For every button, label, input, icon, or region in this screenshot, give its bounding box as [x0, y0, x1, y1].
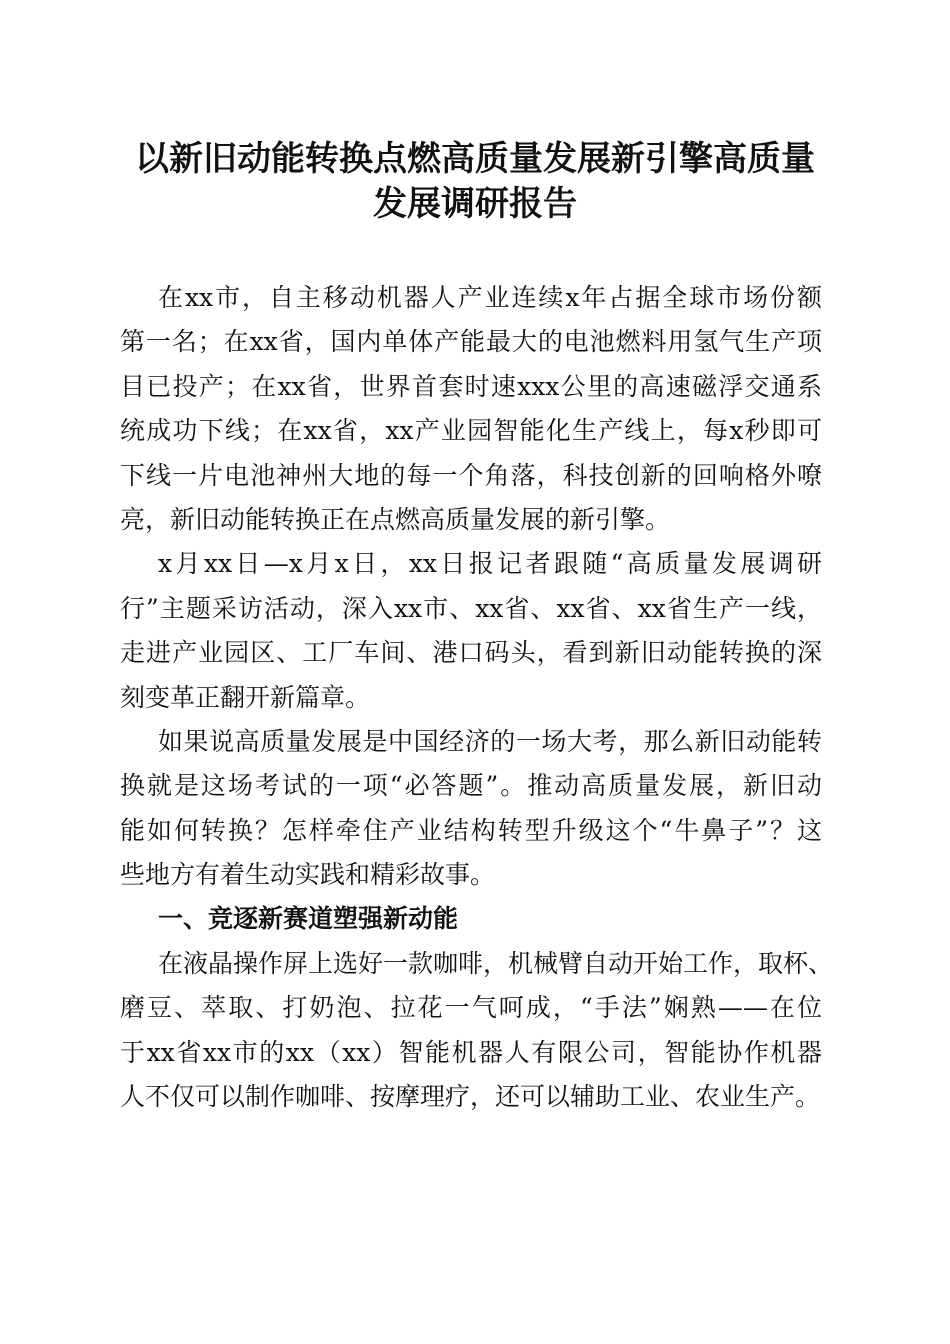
- text-line: 些地方有着生动实践和精彩故事。: [120, 860, 496, 890]
- text-line: x月xx日—x月x日，xx日报记者跟随“高质量发展调研: [158, 549, 822, 579]
- text-line: 在xx市，自主移动机器人产业连续x年占据全球市场份额: [158, 283, 822, 312]
- document-title-line-2: 发展调研报告: [373, 184, 577, 224]
- text-line: 换就是这场考试的一项“必答题”。推动高质量发展，新旧动: [120, 771, 822, 801]
- paragraph-3: [120, 720, 822, 898]
- text-line: 第一名；在xx省，国内单体产能最大的电池燃料用氢气生产项: [120, 327, 822, 357]
- text-line: 磨豆、萃取、打奶泡、拉花一气呵成，“手法”娴熟——在位: [120, 993, 822, 1023]
- paragraph-1: [120, 276, 822, 542]
- document-body: [120, 276, 834, 1119]
- paragraph-4: [120, 942, 834, 1120]
- paragraph-2: [120, 542, 822, 720]
- text-line: 能如何转换？怎样牵住产业结构转型升级这个“牛鼻子”？这: [120, 815, 822, 845]
- section-heading: 一、竞逐新赛道塑强新动能: [158, 904, 459, 934]
- document-title-line-1: 以新旧动能转换点燃高质量发展新引擎高质量: [135, 139, 815, 179]
- text-line: 如果说高质量发展是中国经济的一场大考，那么新旧动能转: [158, 726, 822, 756]
- text-line: 走进产业园区、工厂车间、港口码头，看到新旧动能转换的深: [120, 638, 822, 668]
- text-line: 人不仅可以制作咖啡、按摩理疗，还可以辅助工业、农业生产。: [120, 1082, 821, 1112]
- text-line: 统成功下线；在xx省，xx产业园智能化生产线上，每x秒即可: [120, 416, 822, 446]
- text-line: 行”主题采访活动，深入xx市、xx省、xx省、xx省生产一线，: [120, 593, 822, 623]
- text-line: 亮，新旧动能转换正在点燃高质量发展的新引擎。: [120, 504, 671, 534]
- text-line: 目已投产；在xx省，世界首套时速xxx公里的高速磁浮交通系: [120, 371, 822, 401]
- text-line: 在液晶操作屏上选好一款咖啡，机械臂自动开始工作，取杯、: [158, 948, 834, 978]
- text-line: 于xx省xx市的xx（xx）智能机器人有限公司，智能协作机器: [120, 1037, 822, 1067]
- text-line: 下线一片电池神州大地的每一个角落，科技创新的回响格外嘹: [120, 460, 822, 490]
- text-line: 刻变革正翻开新篇章。: [120, 682, 371, 712]
